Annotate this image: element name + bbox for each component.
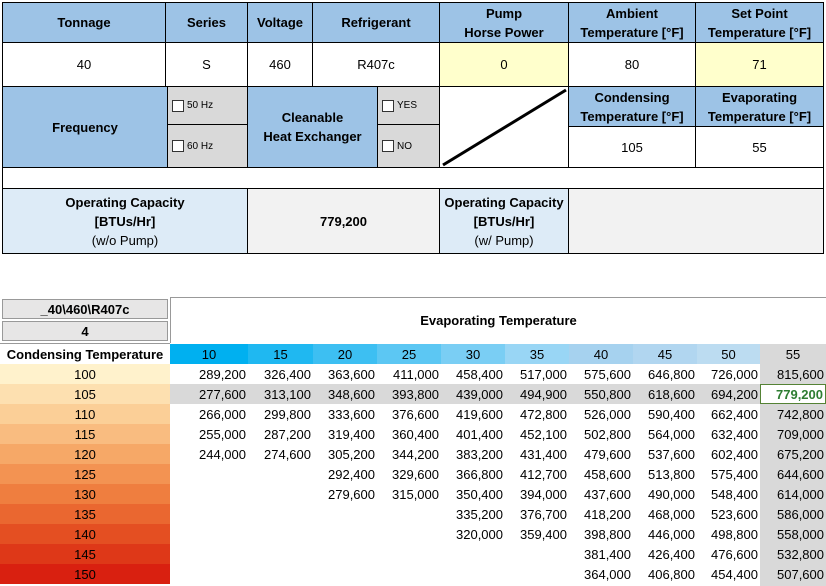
table-cell: 315,000	[392, 486, 439, 502]
table-cell	[248, 484, 313, 504]
table-cell: 360,400	[392, 426, 439, 442]
checkbox-box-icon	[172, 140, 184, 152]
evap-temp-header-30: 30	[441, 344, 505, 364]
table-cell	[170, 464, 248, 484]
cond-temp-label-120: 120	[0, 444, 170, 464]
table-cell: 366,800	[456, 466, 503, 482]
table-cell: 289,200	[199, 366, 246, 382]
table-cell	[170, 484, 248, 504]
table-cell: 255,000	[199, 426, 246, 442]
table-cell: 359,400	[520, 526, 567, 542]
table-cell: 266,000	[199, 406, 246, 422]
frequency-50hz-checkbox[interactable]	[168, 87, 248, 125]
table-cell: 350,400	[456, 486, 503, 502]
table-cell: 335,200	[456, 506, 503, 522]
table-cell	[441, 544, 505, 564]
table-cell: 412,700	[520, 466, 567, 482]
cond-temp-label-135: 135	[0, 504, 170, 524]
pump-hp-header-line1: Pump	[485, 5, 523, 21]
cond-temp-label-145: 145	[0, 544, 170, 564]
table-cell: 575,400	[711, 466, 758, 482]
table-cell	[377, 544, 441, 564]
voltage-field[interactable]	[248, 42, 313, 87]
table-cell: 418,200	[584, 506, 631, 522]
table-cell: 498,800	[711, 526, 758, 542]
evaporating-temp-value	[696, 127, 824, 168]
refrigerant-field[interactable]	[313, 42, 440, 87]
voltage-value: 460	[269, 57, 291, 72]
table-cell: 326,400	[264, 366, 311, 382]
evaporating-temp-header-line2: Temperature [°F]	[707, 108, 812, 124]
cond-temp-label-115: 115	[0, 424, 170, 444]
table-cell: 468,000	[648, 506, 695, 522]
condensing-temp-header	[569, 87, 696, 127]
table-cell: 393,800	[392, 386, 439, 402]
table-cell: 313,100	[264, 386, 311, 402]
ambient-header-line2: Temperature [°F]	[580, 24, 684, 40]
cond-temp-label-125: 125	[0, 464, 170, 484]
table-cell	[248, 464, 313, 484]
setpoint-header-line1: Set Point	[731, 5, 788, 21]
cond-temp-label-100: 100	[0, 364, 170, 384]
setpoint-header-line2: Temperature [°F]	[707, 24, 812, 40]
table-cell: 333,600	[328, 406, 375, 422]
series-header-label: Series	[186, 15, 227, 30]
table-cell: 329,600	[392, 466, 439, 482]
table-cell: 277,600	[199, 386, 246, 402]
table-cell: 364,000	[584, 566, 631, 582]
cleanable-no-checkbox[interactable]	[378, 125, 440, 168]
table-cell: 614,000	[777, 486, 824, 502]
frequency-label-text: Frequency	[52, 119, 118, 135]
checkbox-box-icon	[382, 140, 394, 152]
table-cell: 662,400	[711, 406, 758, 422]
voltage-header-label: Voltage	[257, 15, 303, 30]
tonnage-header	[2, 2, 166, 42]
evap-temp-header-15: 15	[248, 344, 313, 364]
ambient-header	[569, 2, 696, 42]
tonnage-header-label: Tonnage	[57, 15, 111, 30]
table-cell	[377, 564, 441, 584]
evap-temp-header-25: 25	[377, 344, 441, 364]
table-cell: 419,600	[456, 406, 503, 422]
setpoint-field[interactable]	[696, 42, 824, 87]
table-cell	[248, 504, 313, 524]
table-cell	[313, 524, 377, 544]
table-cell	[248, 564, 313, 584]
frequency-50hz-label: 50 Hz	[187, 100, 214, 111]
cleanable-label	[248, 87, 378, 168]
capacity-no-pump-line3: (w/o Pump)	[91, 232, 159, 248]
pump-hp-field[interactable]	[440, 42, 569, 87]
table-cell	[377, 524, 441, 544]
table-cell: 618,600	[648, 386, 695, 402]
table-cell: 646,800	[648, 366, 695, 382]
table-cell: 532,800	[777, 546, 824, 562]
table-cell: 458,400	[456, 366, 503, 382]
cleanable-yes-label: YES	[397, 100, 418, 111]
table-cell: 287,200	[264, 426, 311, 442]
table-cell: 815,600	[777, 366, 824, 382]
table-cell	[505, 544, 569, 564]
table-cell: 279,600	[328, 486, 375, 502]
evap-temp-header-50: 50	[697, 344, 760, 364]
table-cell: 517,000	[520, 366, 567, 382]
table-cell	[313, 564, 377, 584]
table-cell	[170, 524, 248, 544]
spacer-row	[2, 168, 824, 189]
table-cell: 726,000	[711, 366, 758, 382]
series-header	[166, 2, 248, 42]
table-cell	[377, 504, 441, 524]
table-cell: 437,600	[584, 486, 631, 502]
table-cell: 632,400	[711, 426, 758, 442]
capacity-pump-line1: Operating Capacity	[444, 194, 564, 210]
table-cell	[505, 564, 569, 584]
table-cell: 709,000	[777, 426, 824, 442]
tonnage-field[interactable]	[2, 42, 166, 87]
pump-hp-header-line2: Horse Power	[464, 24, 544, 40]
table-cell: 401,400	[456, 426, 503, 442]
capacity-pump-label	[440, 189, 569, 254]
capacity-no-pump-line2: [BTUs/Hr]	[94, 213, 156, 229]
table-cell: 513,800	[648, 466, 695, 482]
table-cell: 376,600	[392, 406, 439, 422]
table-cell: 376,700	[520, 506, 567, 522]
diagonal-slash-icon	[440, 87, 569, 168]
evaporating-temp-header-line1: Evaporating	[721, 89, 798, 105]
cond-temp-label-130: 130	[0, 484, 170, 504]
checkbox-box-icon	[382, 100, 394, 112]
table-cell: 694,200	[711, 386, 758, 402]
table-cell: 494,900	[520, 386, 567, 402]
evap-temp-header-10: 10	[170, 344, 248, 364]
table-cell: 472,800	[520, 406, 567, 422]
ambient-field[interactable]	[569, 42, 696, 87]
table-cell: 426,400	[648, 546, 695, 562]
table-cell	[441, 564, 505, 584]
capacity-lookup-table	[0, 297, 826, 586]
table-cell: 602,400	[711, 446, 758, 462]
table-cell: 507,600	[777, 566, 824, 582]
table-cell: 381,400	[584, 546, 631, 562]
table-cell: 454,400	[711, 566, 758, 582]
cleanable-label-line2: Heat Exchanger	[263, 129, 362, 144]
setpoint-header	[696, 2, 824, 42]
condensing-temperature-title	[0, 343, 170, 364]
capacity-pump-line2: [BTUs/Hr]	[473, 213, 535, 229]
na-diagonal-cell	[440, 87, 569, 168]
table-cell: 523,600	[711, 506, 758, 522]
condensing-temp-header-line2: Temperature [°F]	[580, 108, 684, 124]
pump-hp-header	[440, 2, 569, 42]
frequency-label	[2, 87, 168, 168]
table-cell: 586,000	[777, 506, 824, 522]
table-cell: 490,000	[648, 486, 695, 502]
capacity-no-pump-value-text: 779,200	[320, 213, 367, 229]
table-cell: 305,200	[328, 446, 375, 462]
table-cell: 742,800	[777, 406, 824, 422]
table-cell	[248, 544, 313, 564]
evap-temp-header-45: 45	[633, 344, 697, 364]
cond-temp-label-105: 105	[0, 384, 170, 404]
cond-temp-label-150: 150	[0, 564, 170, 584]
table-cell	[170, 504, 248, 524]
capacity-no-pump-value	[248, 189, 440, 254]
table-cell: 644,600	[777, 466, 824, 482]
table-cell: 502,800	[584, 426, 631, 442]
frequency-60hz-checkbox[interactable]	[168, 125, 248, 168]
evaporating-temperature-title	[170, 297, 826, 343]
table-cell: 299,800	[264, 406, 311, 422]
table-cell: 244,000	[199, 446, 246, 462]
cleanable-yes-checkbox[interactable]	[378, 87, 440, 125]
checkbox-box-icon	[172, 100, 184, 112]
table-cell: 675,200	[777, 446, 824, 462]
table-cell	[248, 524, 313, 544]
index-text: 4	[81, 323, 89, 339]
table-cell: 348,600	[328, 386, 375, 402]
index-cell	[2, 321, 168, 341]
table-cell	[313, 544, 377, 564]
evaporating-temp-header	[696, 87, 824, 127]
tonnage-value: 40	[76, 57, 92, 72]
voltage-header	[248, 2, 313, 42]
table-cell: 406,800	[648, 566, 695, 582]
table-cell: 564,000	[648, 426, 695, 442]
condensing-temperature-title-text: Condensing Temperature	[6, 346, 164, 362]
evaporating-temp-value-text: 55	[752, 139, 767, 155]
table-cell: 558,000	[777, 526, 824, 542]
cleanable-label-line1: Cleanable	[281, 110, 344, 125]
model-code-cell	[2, 299, 168, 319]
evap-temp-header-40: 40	[569, 344, 633, 364]
table-cell: 550,800	[584, 386, 631, 402]
table-cell: 439,000	[456, 386, 503, 402]
table-cell	[170, 544, 248, 564]
model-code-text: _40\460\R407c	[40, 301, 130, 317]
table-cell: 363,600	[328, 366, 375, 382]
table-cell	[170, 564, 248, 584]
table-cell: 398,800	[584, 526, 631, 542]
evap-temp-header-20: 20	[313, 344, 377, 364]
table-cell: 548,400	[711, 486, 758, 502]
pump-hp-value: 0	[500, 57, 508, 72]
table-cell: 575,600	[584, 366, 631, 382]
series-field[interactable]	[166, 42, 248, 87]
table-cell: 320,000	[456, 526, 503, 542]
series-value: S	[202, 57, 211, 72]
ambient-value: 80	[624, 57, 640, 72]
table-cell	[313, 504, 377, 524]
frequency-60hz-label: 60 Hz	[187, 140, 214, 152]
table-cell: 458,600	[584, 466, 631, 482]
capacity-pump-line3: (w/ Pump)	[474, 232, 534, 248]
capacity-no-pump-label	[2, 189, 248, 254]
table-cell: 476,600	[711, 546, 758, 562]
cleanable-no-label: NO	[397, 140, 412, 152]
table-cell: 344,200	[392, 446, 439, 462]
table-cell: 319,400	[328, 426, 375, 442]
table-cell: 526,000	[584, 406, 631, 422]
table-cell: 274,600	[264, 446, 311, 462]
refrigerant-header-label: Refrigerant	[341, 15, 411, 30]
table-cell: 452,100	[520, 426, 567, 442]
table-cell: 590,400	[648, 406, 695, 422]
condensing-temp-header-line1: Condensing	[594, 89, 670, 105]
table-cell: 383,200	[456, 446, 503, 462]
table-cell: 411,000	[392, 366, 439, 382]
refrigerant-header	[313, 2, 440, 42]
evap-temp-header-35: 35	[505, 344, 569, 364]
table-cell: 292,400	[328, 466, 375, 482]
capacity-no-pump-line1: Operating Capacity	[65, 194, 185, 210]
condensing-temp-value	[569, 127, 696, 168]
evaporating-temperature-title-text: Evaporating Temperature	[420, 313, 577, 328]
table-cell: 446,000	[648, 526, 695, 542]
refrigerant-value: R407c	[357, 57, 395, 72]
cond-temp-label-140: 140	[0, 524, 170, 544]
condensing-temp-value-text: 105	[621, 139, 643, 155]
table-cell: 537,600	[648, 446, 695, 462]
table-cell: 394,000	[520, 486, 567, 502]
table-cell: 431,400	[520, 446, 567, 462]
ambient-header-line1: Ambient	[606, 5, 658, 21]
evap-temp-header-55: 55	[760, 344, 826, 364]
capacity-pump-value	[569, 189, 824, 254]
setpoint-value: 71	[752, 57, 767, 72]
selected-capacity-cell: 779,200	[760, 384, 826, 404]
table-cell: 479,600	[584, 446, 631, 462]
cond-temp-label-110: 110	[0, 404, 170, 424]
